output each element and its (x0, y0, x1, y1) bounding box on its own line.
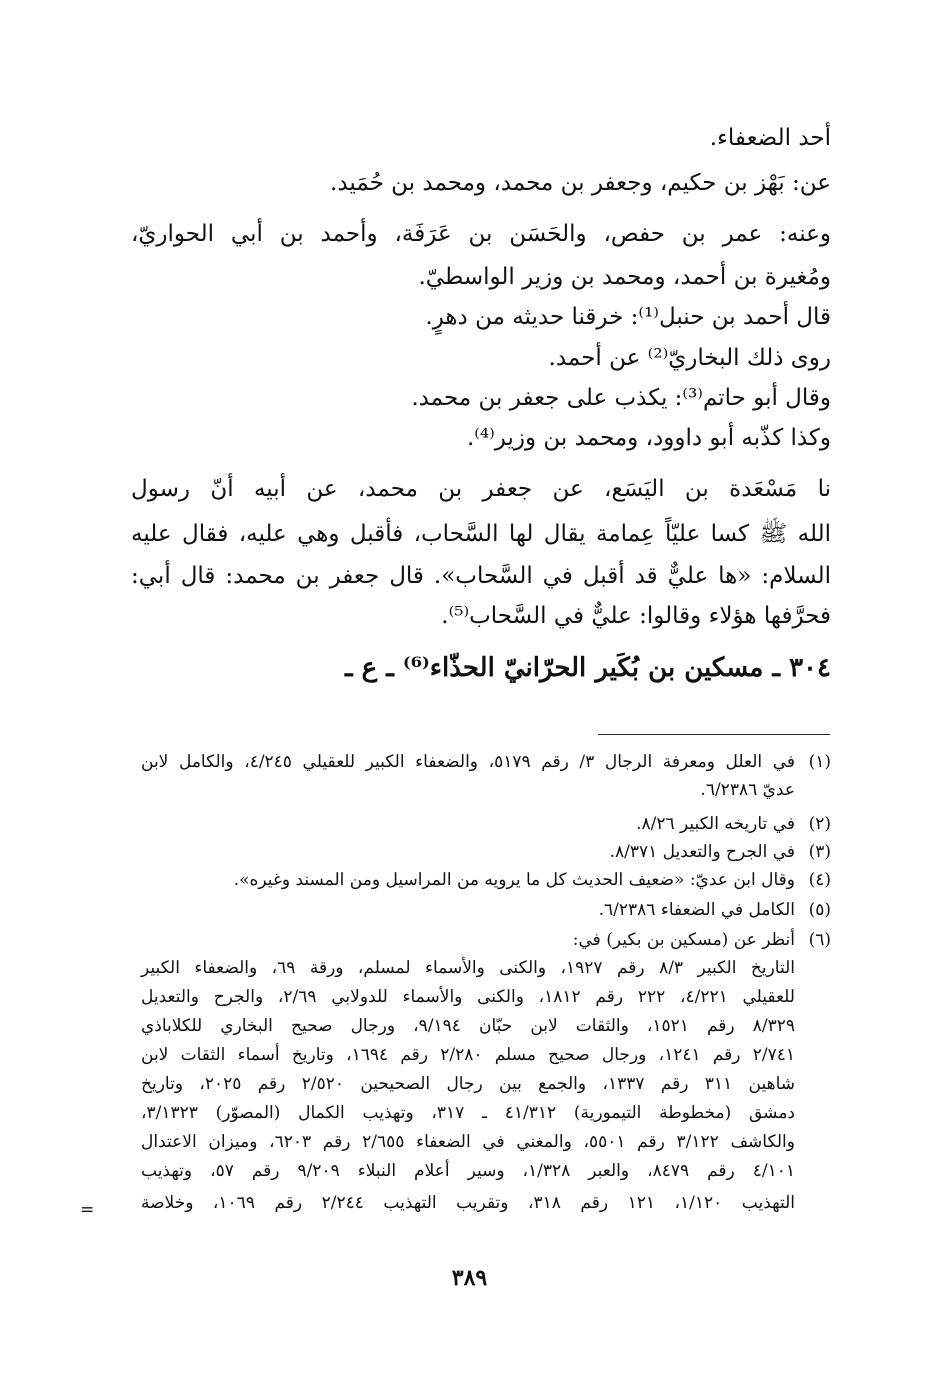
text-line: قال أحمد بن حنبل⁽¹⁾: خرقنا حديثه من دهرٍ. (425, 304, 831, 330)
text-line: ومُغيرة بن أحمد، ومحمد بن وزير الواسطيّ. (418, 264, 831, 290)
footnote-text: شاهين ٣١١ رقم ١٣٣٧، والجمع بين رجال الصحيحين ٢/٥٢٠ رقم ٢٠٢٥، وتاريخ (141, 1074, 795, 1094)
footnote (141, 930, 831, 950)
continuation-mark: = (80, 1200, 95, 1220)
footnote-text: الكامل في الضعفاء ٦/٢٣٨٦. (598, 900, 795, 920)
footnote (141, 752, 831, 772)
text-line: وكذا كذّبه أبو داوود، ومحمد بن وزير⁽⁴⁾. (466, 425, 831, 451)
text-line: عن: بَهْز بن حكيم، وجعفر بن محمد، ومحمد بن حُمَيد. (330, 170, 831, 196)
footnote-number: (٢) (808, 814, 831, 834)
entry-heading: ٣٠٤ ـ مسكين بن بُكَير الحرّانيّ الحذّاء⁽⁶⁾ ـ ع ـ (345, 653, 831, 683)
footnote-number: (٥) (808, 900, 831, 920)
text-line: روى ذلك البخاريّ⁽²⁾ عن أحمد. (548, 345, 831, 371)
footnote-text: التاريخ الكبير ٨/٣ رقم ١٩٢٧، والكنى والأسماء لمسلم، ورقة ٦٩، والضعفاء الكبير (141, 958, 795, 978)
text-line: فحرَّفها هؤلاء وقالوا: عليٌّ في السَّحاب⁽⁵⁾. (441, 603, 831, 629)
page-number: ٣٨٩ (451, 1265, 488, 1291)
text-line: وعنه: عمر بن حفص، والحَسَن بن عَرَفَة، وأحمد بن أبي الحواريّ، (131, 221, 831, 247)
footnote-text: في تاريخه الكبير ٨/٢٦. (636, 814, 795, 834)
footnote-text: للعقيلي ٤/٢٢١، ٢٢٢ رقم ١٨١٢، والكنى والأسماء للدولابي ٢/٦٩، والجرح والتعديل (141, 987, 795, 1007)
text-line: الله ﷺ كسا عليّاً عِمامة يقال لها السَّحاب، فأقبل وهي عليه، فقال عليه (131, 521, 831, 547)
footnote-text: والكاشف ٣/١٢٢ رقم ٥٥٠١، والمغني في الضعفاء ٢/٦٥٥ رقم ٦٢٠٣، وميزان الاعتدال (141, 1132, 795, 1152)
footnote-text: عديّ ٦/٢٣٨٦. (700, 780, 795, 800)
text-line: نا مَسْعَدة بن اليَسَع، عن جعفر بن محمد، عن أبيه أنّ رسول (131, 476, 831, 502)
footnote (141, 870, 831, 890)
footnote-number: (٣) (808, 842, 831, 862)
footnote-text: في العلل ومعرفة الرجال ٣/ رقم ٥١٧٩، والضعفاء الكبير للعقيلي ٤/٢٤٥، والكامل لابن (141, 752, 795, 772)
footnote-number: (٤) (808, 870, 831, 890)
footnote-text: التهذيب ١/١٢٠، ١٢١ رقم ٣١٨، وتقريب التهذيب ٢/٢٤٤ رقم ١٠٦٩، وخلاصة (141, 1193, 795, 1213)
footnote-number: (٦) (808, 930, 831, 950)
footnote-number: (١) (808, 752, 831, 772)
footnote-text: وقال ابن عديّ: «ضعيف الحديث كل ما يرويه من المراسيل ومن المسند وغيره». (233, 870, 795, 890)
footnote-text: ٢/٧٤١ رقم ١٢٤١، ورجال صحيح مسلم ٢/٢٨٠ رقم ١٦٩٤، وتاريخ أسماء الثقات لابن (141, 1045, 795, 1065)
footnote (141, 900, 831, 920)
footnote-text: أنظر عن (مسكين بن بكير) في: (572, 930, 795, 950)
text-line: وقال أبو حاتم⁽³⁾: يكذب على جعفر بن محمد. (411, 385, 831, 411)
footnote-text: ٨/٣٢٩ رقم ١٥٢١، والثقات لابن حبّان ٩/١٩٤، ورجال صحيح البخاري للكلاباذي (141, 1016, 795, 1036)
text-line: أحد الضعفاء. (709, 125, 831, 151)
text-line: السلام: «ها عليٌّ قد أقبل في السَّحاب». قال جعفر بن محمد: قال أبي: (131, 563, 831, 589)
footnote-text: دمشق (مخطوطة التيمورية) ٤١/٣١٢ ـ ٣١٧، وتهذيب الكمال (المصوّر) ٣/١٣٢٣، (141, 1103, 795, 1123)
footnote (141, 842, 831, 862)
footnote-text: ٤/١٠١ رقم ٨٤٧٩، والعبر ١/٣٢٨، وسير أعلام النبلاء ٩/٢٠٩ رقم ٥٧، وتهذيب (141, 1161, 796, 1181)
footnote-separator (598, 734, 830, 735)
footnote (141, 814, 831, 834)
footnote-text: في الجرح والتعديل ٨/٣٧١. (609, 842, 795, 862)
